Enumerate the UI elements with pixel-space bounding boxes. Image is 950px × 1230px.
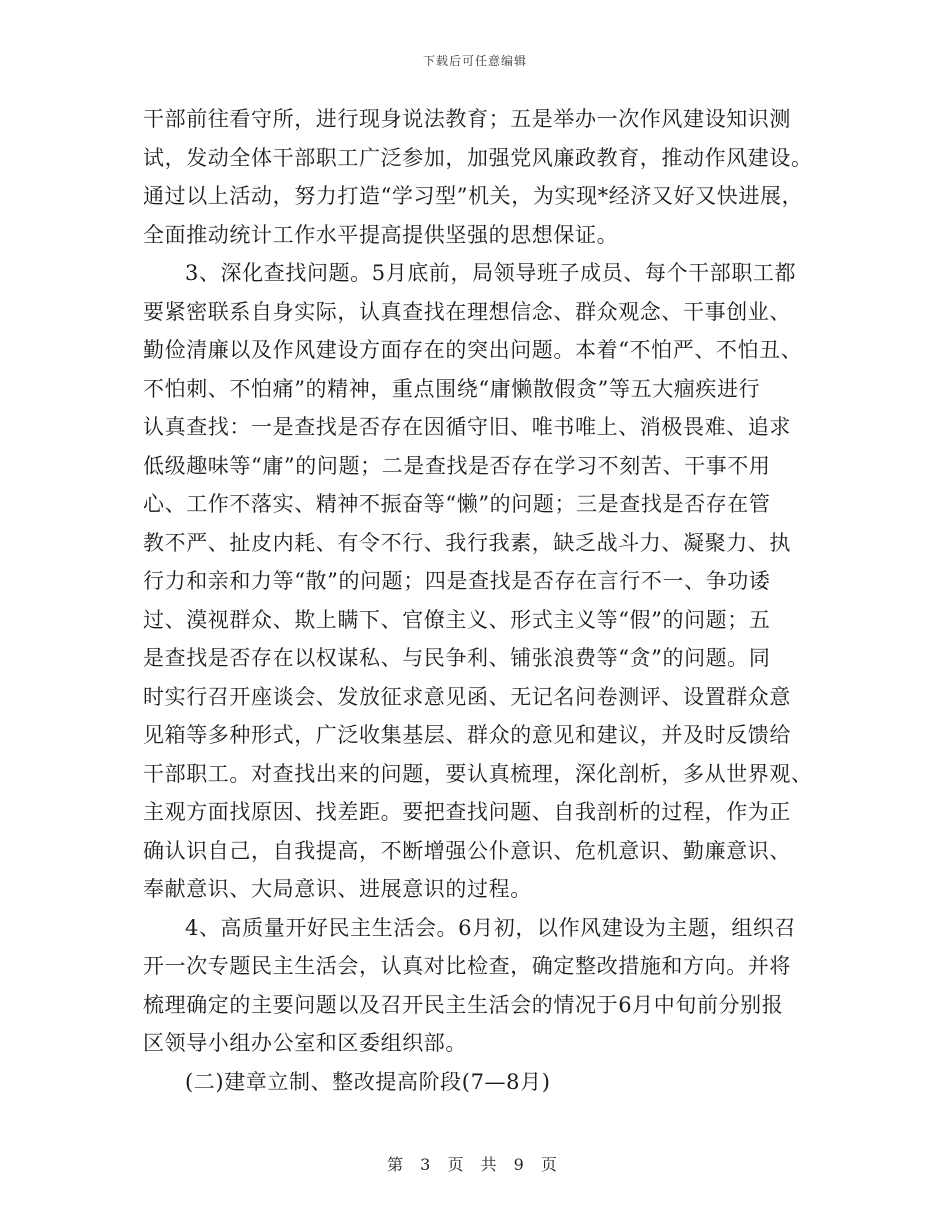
paragraph	[143, 909, 819, 1063]
document-body	[143, 100, 819, 1101]
text-line: 试，发动全体干部职工广泛参加，加强党风廉政教育，推动作风建设。	[143, 145, 813, 170]
text-line: 奉献意识、大局意识、进展意识的过程。	[143, 877, 532, 901]
text-line: 行力和亲和力等“散”的问题；四是查找是否存在言行不一、争功诿	[143, 569, 771, 593]
text-line: 区领导小组办公室和区委组织部。	[143, 1031, 467, 1055]
text-line: 见箱等多种形式，广泛收集基层、群众的意见和建议，并及时反馈给	[143, 723, 791, 747]
paragraph	[143, 100, 819, 254]
text-line: 要紧密联系自身实际，认真查找在理想信念、群众观念、干事创业、	[143, 299, 791, 324]
text-line: 心、工作不落实、精神不振奋等“懒”的问题；三是查找是否存在管	[143, 492, 771, 516]
paragraph	[143, 254, 819, 909]
page-header: 下载后可任意编辑	[422, 54, 527, 68]
text-line: 3、深化查找问题。5月底前，局领导班子成员、每个干部职工都	[185, 261, 797, 285]
text-line: 干部前往看守所，进行现身说法教育；五是举办一次作风建设知识测	[143, 107, 791, 131]
text-line: 开一次专题民主生活会，认真对比检查，确定整改措施和方向。并将	[143, 954, 791, 978]
text-line: 低级趣味等“庸”的问题；二是查找是否存在学习不刻苦、干事不用	[143, 453, 771, 478]
text-line: 确认识自己，自我提高，不断增强公仆意识、危机意识、勤廉意识、	[143, 838, 791, 863]
text-line: 通过以上活动，努力打造“学习型”机关，为实现*经济又好又快进展，	[143, 184, 804, 208]
text-line: 认真查找：一是查找是否存在因循守旧、唯书唯上、消极畏难、追求	[143, 415, 791, 439]
text-line: 过、漠视群众、欺上瞒下、官僚主义、形式主义等“假”的问题；五	[143, 607, 771, 632]
text-line: 教不严、扯皮内耗、有令不行、我行我素，缺乏战斗力、凝聚力、执	[143, 530, 791, 555]
paragraph	[143, 1063, 819, 1102]
page-footer: 第 3 页 共 9 页	[387, 1155, 563, 1174]
text-line: 主观方面找原因、找差距。要把查找问题、自我剖析的过程，作为正	[143, 800, 791, 824]
text-line: 4、高质量开好民主生活会。6月初，以作风建设为主题，组织召	[185, 915, 797, 940]
text-line: 是查找是否存在以权谋私、与民争利、铺张浪费等“贪”的问题。同	[143, 646, 771, 670]
text-line: (二)建章立制、整改提高阶段(7—8月)	[185, 1069, 551, 1094]
text-line: 时实行召开座谈会、发放征求意见函、无记名问卷测评、设置群众意	[143, 684, 791, 709]
text-line: 全面推动统计工作水平提高提供坚强的思想保证。	[143, 222, 619, 247]
text-line: 干部职工。对查找出来的问题，要认真梳理，深化剖析，多从世界观、	[143, 761, 813, 786]
text-line: 勤俭清廉以及作风建设方面存在的突出问题。本着“不怕严、不怕丑、	[143, 338, 803, 362]
text-line: 梳理确定的主要问题以及召开民主生活会的情况于6月中旬前分别报	[143, 992, 784, 1017]
text-line: 不怕刺、不怕痛”的精神，重点围绕“庸懒散假贪”等五大痼疾进行	[143, 376, 761, 401]
